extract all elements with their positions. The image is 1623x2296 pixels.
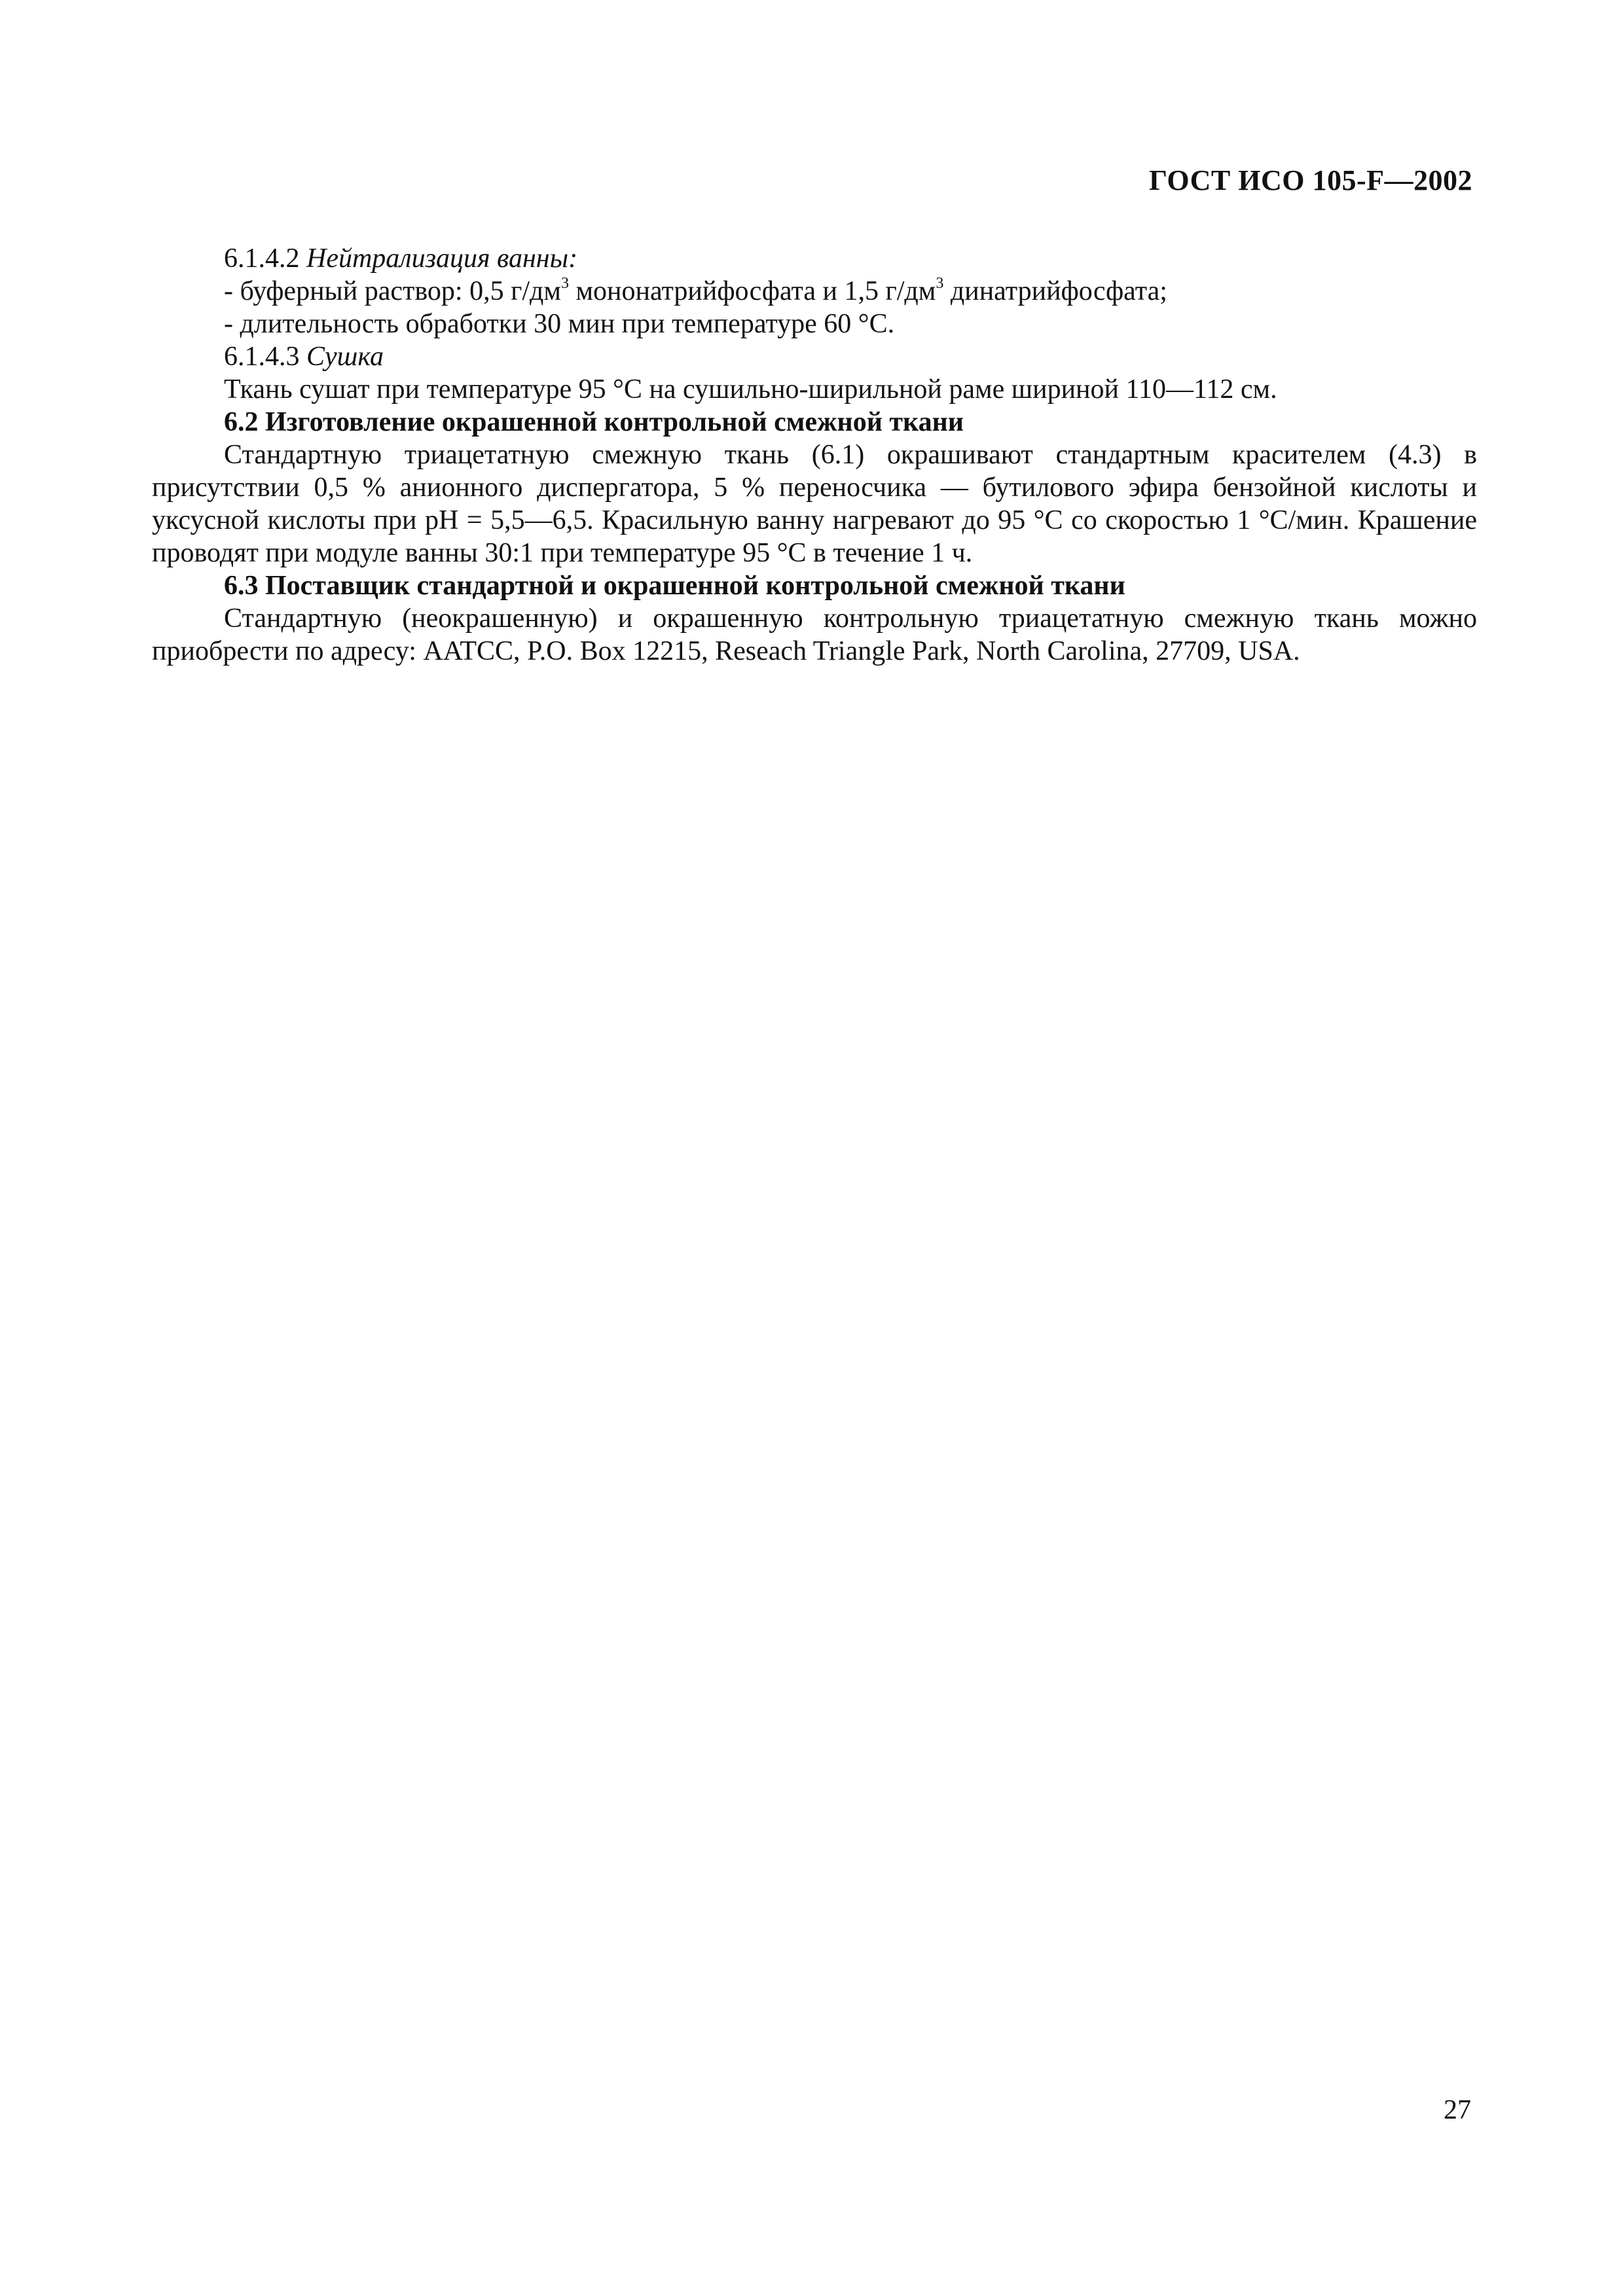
- clause-number: 6.1.4.2: [224, 243, 300, 274]
- section-6-2-text: Стандартную триацетатную смежную ткань (6.1) окрашивают стандартным красителем (4.3) в присутствии 0,5 % анионного диспергатора, 5 % переносчика — бутилового эфира бензойной кислоты и уксусной кислоты при pH = 5,5—6,5. Красильную ванну нагревают до 95 °С со скоростью 1 °С/мин. Крашение проводят при модуле ванны 30:1 при температуре 95 °С в течение 1 ч.: [152, 440, 1477, 568]
- list-item-duration: - длительность обработки 30 мин при температуре 60 °С.: [224, 309, 895, 339]
- clause-6-1-4-3-text: Ткань сушат при температуре 95 °С на сушильно-ширильной раме шириной 110—112 см.: [224, 374, 1277, 404]
- clause-number: 6.1.4.3: [224, 342, 300, 372]
- page-number: 27: [1444, 2095, 1471, 2125]
- clause-6-1-4-2-title: [152, 242, 1477, 275]
- clause-6-1-4-3-title: [152, 340, 1477, 373]
- section-6-3-heading: 6.3 Поставщик стандартной и окрашенной контрольной смежной ткани: [224, 571, 1125, 601]
- section-6-2-heading: 6.2 Изготовление окрашенной контрольной смежной ткани: [224, 407, 964, 437]
- section-6-3-text: Стандартную (неокрашенную) и окрашенную контрольную триацетатную смежную ткань можно приобрести по адресу: AATCC, P.O. Box 12215, Reseach Triangle Park, North Carolina, 27709, USA.: [152, 603, 1477, 666]
- clause-title: Нейтрализация ванны:: [306, 243, 578, 274]
- list-item-buffer-solution: - буферный раствор: 0,5 $г/дм^3$ мононатрийфосфата и 1,5 $г/дм^3$ динатрийфосфата;: [224, 275, 1167, 306]
- page-content: [152, 242, 1477, 668]
- document-header: ГОСТ ИСО 105-F—2002: [1148, 164, 1472, 196]
- clause-title: Сушка: [306, 342, 384, 372]
